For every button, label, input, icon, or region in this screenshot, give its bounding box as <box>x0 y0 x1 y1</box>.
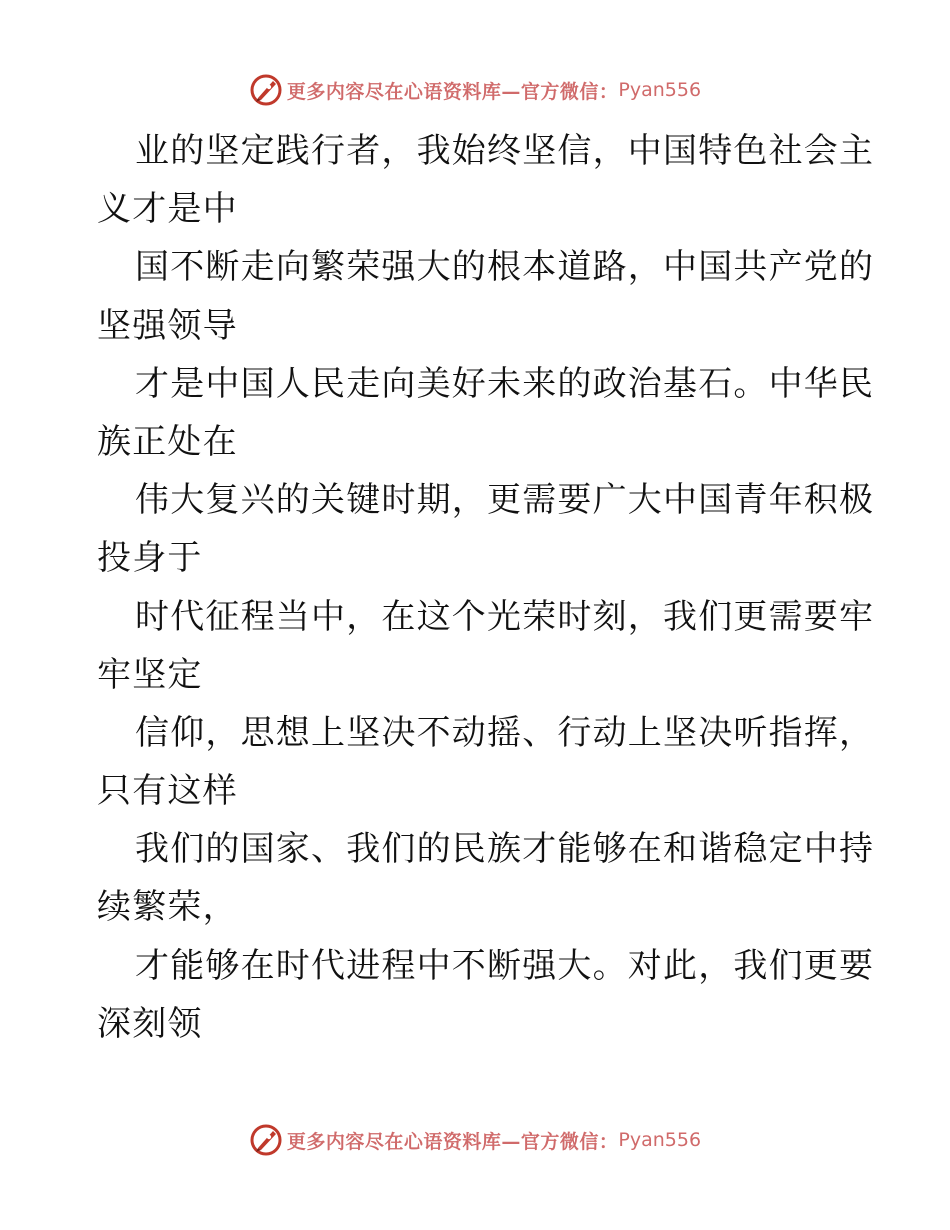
text-line: 业的坚定践行者，我始终坚信，中国特色社会主 <box>135 131 875 171</box>
text-line: 才能够在时代进程中不断强大。对此，我们更要 <box>135 945 875 986</box>
text-line: 投身于 <box>97 538 203 579</box>
text-line: 时代征程当中，在这个光荣时刻，我们更需要牢 <box>135 596 875 637</box>
text-line: 牢坚定 <box>97 654 203 695</box>
text-line: 伟大复兴的关键时期，更需要广大中国青年积极 <box>135 480 875 521</box>
text-line: 坚强领导 <box>97 305 238 346</box>
text-line: 续繁荣， <box>97 887 238 928</box>
text-line: 深刻领 <box>97 1003 203 1044</box>
header-banner-text: 更多内容尽在心语资料库—官方微信： <box>286 80 619 103</box>
body-text <box>97 122 875 1053</box>
text-line: 国不断走向繁荣强大的根本道路，中国共产党的 <box>135 247 875 288</box>
footer-banner-text: 更多内容尽在心语资料库—官方微信： <box>286 1130 619 1153</box>
text-line: 才是中国人民走向美好未来的政治基石。中华民 <box>135 363 875 404</box>
text-line: 只有这样 <box>97 771 238 812</box>
text-line: 义才是中 <box>97 189 238 230</box>
footer-banner-account: Pyan556 <box>618 1129 702 1151</box>
header-banner-account: Pyan556 <box>618 79 702 101</box>
red-quill-logo-icon <box>249 73 283 107</box>
footer-banner <box>0 1120 950 1160</box>
red-quill-logo-icon <box>249 1123 283 1157</box>
text-line: 族正处在 <box>97 421 238 462</box>
text-line: 我们的国家、我们的民族才能够在和谐稳定中持 <box>135 829 875 870</box>
header-banner <box>0 70 950 110</box>
text-line: 信仰，思想上坚决不动摇、行动上坚决听指挥， <box>135 712 875 753</box>
